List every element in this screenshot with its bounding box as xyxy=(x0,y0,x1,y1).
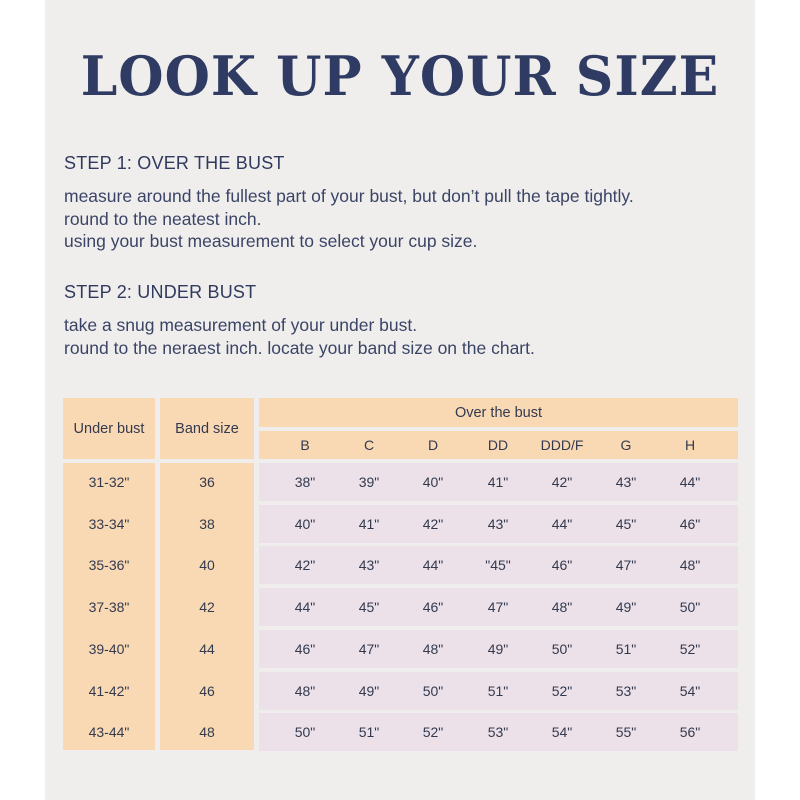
over-bust-value: 45" xyxy=(615,516,637,532)
step1-line: using your bust measurement to select your cup size. xyxy=(64,231,478,251)
over-bust-value: 55" xyxy=(615,724,637,740)
over-bust-value: 51" xyxy=(615,641,637,657)
over-bust-value: 47" xyxy=(615,557,637,573)
over-bust-value: 47" xyxy=(487,599,509,615)
over-bust-value: 46" xyxy=(294,641,316,657)
over-bust-value: 41" xyxy=(358,516,380,532)
over-bust-value: 51" xyxy=(487,683,509,699)
over-bust-value: 50" xyxy=(294,724,316,740)
over-bust-value: 46" xyxy=(422,599,444,615)
over-bust-value: 44" xyxy=(551,516,573,532)
over-bust-value: 43" xyxy=(615,474,637,490)
over-bust-value: 44" xyxy=(422,557,444,573)
step2-line: round to the neraest inch. locate your band size on the chart. xyxy=(64,337,535,358)
over-bust-value: 53" xyxy=(487,724,509,740)
over-bust-value: 54" xyxy=(551,724,573,740)
band-size-value: 40 xyxy=(199,557,215,573)
over-bust-value: 42" xyxy=(422,516,444,532)
over-bust-value: 42" xyxy=(294,557,316,573)
over-bust-value: 43" xyxy=(487,516,509,532)
band-size-value: 44 xyxy=(199,641,215,657)
over-bust-value: 46" xyxy=(551,557,573,573)
page-title: LOOK UP YOUR SIZE xyxy=(80,44,720,109)
over-bust-value: 44" xyxy=(294,599,316,615)
cup-label: G xyxy=(620,437,632,453)
under-bust-value: 37-38" xyxy=(88,599,130,615)
band-size-value: 46 xyxy=(199,683,215,699)
over-bust-value: 56" xyxy=(679,724,701,740)
under-bust-value: 41-42" xyxy=(88,683,130,699)
over-bust-value: 46" xyxy=(679,516,701,532)
under-bust-value: 39-40" xyxy=(88,641,130,657)
over-bust-value: 52" xyxy=(422,724,444,740)
under-bust-value: 43-44" xyxy=(88,724,130,740)
cup-label: D xyxy=(427,437,439,453)
step2-text xyxy=(64,314,535,359)
step1-text xyxy=(64,185,634,253)
over-bust-value: 47" xyxy=(358,641,380,657)
over-bust-value: 48" xyxy=(294,683,316,699)
cup-label: DDD/F xyxy=(540,437,584,453)
over-bust-value: 48" xyxy=(679,557,701,573)
under-bust-value: 33-34" xyxy=(88,516,130,532)
over-bust-value: 48" xyxy=(422,641,444,657)
over-bust-value: 41" xyxy=(487,474,509,490)
under-bust-value: 35-36" xyxy=(88,557,130,573)
over-bust-value: 50" xyxy=(679,599,701,615)
over-bust-value: 52" xyxy=(551,683,573,699)
band-size-value: 42 xyxy=(199,599,215,615)
step2-heading: STEP 2: UNDER BUST xyxy=(64,282,257,302)
header-over-the-bust: Over the bust xyxy=(259,398,738,427)
over-bust-value: 48" xyxy=(551,599,573,615)
over-bust-value: 43" xyxy=(358,557,380,573)
over-bust-value: 50" xyxy=(551,641,573,657)
over-bust-value: 49" xyxy=(615,599,637,615)
over-bust-value: 40" xyxy=(294,516,316,532)
over-bust-value: "45" xyxy=(485,557,511,573)
step1-line: measure around the fullest part of your bust, but don’t pull the tape tightly. xyxy=(64,186,634,206)
cup-label: H xyxy=(684,437,696,453)
header-band-size: Band size xyxy=(160,398,254,459)
over-bust-value: 53" xyxy=(615,683,637,699)
header-under-bust: Under bust xyxy=(63,398,155,459)
step2-line: take a snug measurement of your under bust. xyxy=(64,315,418,335)
cup-label: C xyxy=(363,437,375,453)
over-bust-value: 40" xyxy=(422,474,444,490)
over-bust-value: 49" xyxy=(487,641,509,657)
band-size-value: 48 xyxy=(199,724,215,740)
over-bust-value: 51" xyxy=(358,724,380,740)
band-size-value: 38 xyxy=(199,516,215,532)
over-bust-value: 42" xyxy=(551,474,573,490)
over-bust-value: 54" xyxy=(679,683,701,699)
step1-heading: STEP 1: OVER THE BUST xyxy=(64,153,285,173)
over-bust-value: 45" xyxy=(358,599,380,615)
over-bust-value: 38" xyxy=(294,474,316,490)
over-bust-value: 44" xyxy=(679,474,701,490)
over-bust-value: 52" xyxy=(679,641,701,657)
cup-label: DD xyxy=(487,437,509,453)
band-size-value: 36 xyxy=(199,474,215,490)
cup-label: B xyxy=(300,437,310,453)
step1-line: round to the neatest inch. xyxy=(64,208,262,229)
over-bust-value: 39" xyxy=(358,474,380,490)
over-bust-value: 49" xyxy=(358,683,380,699)
under-bust-value: 31-32" xyxy=(88,474,130,490)
over-bust-value: 50" xyxy=(422,683,444,699)
